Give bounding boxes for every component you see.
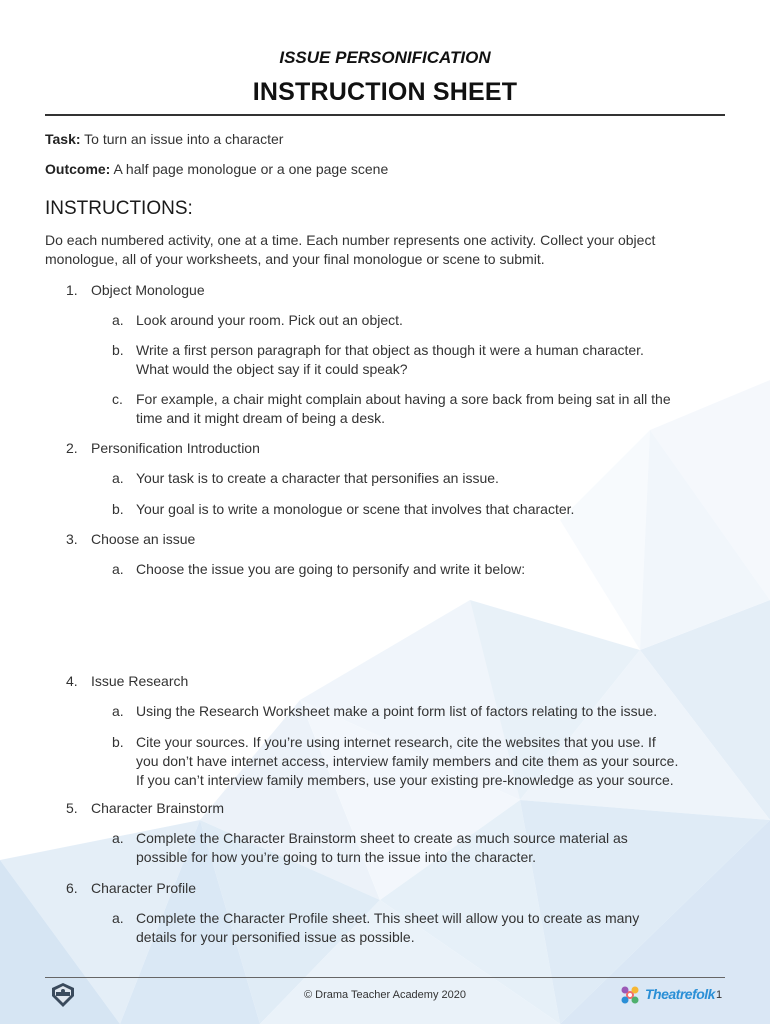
- item-line: Your task is to create a character that personifies an issue.: [136, 470, 499, 486]
- outcome-value: A half page monologue or a one page scene: [110, 161, 389, 177]
- item-marker: a.: [112, 561, 124, 577]
- footer-divider: [45, 977, 725, 978]
- step-title: Character Brainstorm: [91, 800, 225, 816]
- step-title: Personification Introduction: [91, 440, 260, 456]
- item-marker: c.: [112, 391, 123, 407]
- item-marker: a.: [112, 910, 124, 926]
- step-number: 4.: [66, 673, 78, 689]
- step-title: Object Monologue: [91, 282, 205, 298]
- item-text: [136, 909, 726, 947]
- item-text: [136, 560, 726, 579]
- item-text: [136, 702, 726, 721]
- page-number: 1: [716, 989, 723, 1001]
- item-line: Complete the Character Brainstorm sheet to create as much source material as: [136, 830, 628, 846]
- item-marker: a.: [112, 312, 124, 328]
- item-marker: b.: [112, 501, 124, 517]
- item-marker: a.: [112, 830, 124, 846]
- item-line: Write a first person paragraph for that object as though it were a human character.: [136, 342, 644, 358]
- item-line: Using the Research Worksheet make a point form list of factors relating to the issue.: [136, 703, 658, 719]
- item-marker: a.: [112, 470, 124, 486]
- item-line: Complete the Character Profile sheet. This sheet will allow you to create as many: [136, 910, 640, 926]
- document-subtitle: ISSUE PERSONIFICATION: [279, 48, 491, 67]
- item-line: For example, a chair might complain about having a sore back from being sat in all the: [136, 391, 671, 407]
- intro-line: Do each numbered activity, one at a time. Each number represents one activity. Collect your object: [45, 232, 656, 248]
- step-title: Choose an issue: [91, 531, 196, 547]
- step-number: 1.: [66, 282, 78, 298]
- item-line: Cite your sources. If you’re using internet research, cite the websites that you use. If: [136, 734, 656, 750]
- step-title: Character Profile: [91, 880, 197, 896]
- task-label: Task:: [45, 131, 81, 147]
- step-number: 3.: [66, 531, 78, 547]
- step-number: 2.: [66, 440, 78, 456]
- item-line: Look around your room. Pick out an object.: [136, 312, 403, 328]
- item-text: [136, 311, 726, 330]
- task-value: To turn an issue into a character: [80, 131, 284, 147]
- item-line: you don’t have internet access, interview family members and cite them as your source.: [136, 753, 679, 769]
- step-title: Issue Research: [91, 673, 189, 689]
- item-marker: a.: [112, 703, 124, 719]
- item-line: details for your personified issue as possible.: [136, 929, 415, 945]
- footer-brand: Theatrefolk: [645, 986, 715, 1002]
- outcome-label: Outcome:: [45, 161, 111, 177]
- footer-copyright: © Drama Teacher Academy 2020: [304, 989, 466, 1001]
- item-line: If you can’t interview family members, use your existing pre-knowledge as your source.: [136, 772, 674, 788]
- item-line: Your goal is to write a monologue or scene that involves that character.: [136, 501, 575, 517]
- intro-line: monologue, all of your worksheets, and your final monologue or scene to submit.: [45, 251, 545, 267]
- item-text: [136, 500, 726, 519]
- instructions-intro: [45, 231, 725, 269]
- item-text: [136, 390, 726, 428]
- item-text: [136, 469, 726, 488]
- task-line: [45, 131, 283, 147]
- item-text: [136, 341, 726, 379]
- document-title: INSTRUCTION SHEET: [252, 78, 518, 106]
- step-number: 6.: [66, 880, 78, 896]
- item-text: [136, 733, 726, 790]
- step-number: 5.: [66, 800, 78, 816]
- item-line: What would the object say if it could speak?: [136, 361, 408, 377]
- title-divider: [45, 114, 725, 116]
- item-marker: b.: [112, 342, 124, 358]
- item-line: Choose the issue you are going to personify and write it below:: [136, 561, 526, 577]
- item-line: time and it might dream of being a desk.: [136, 410, 386, 426]
- item-marker: b.: [112, 734, 124, 750]
- instructions-heading: INSTRUCTIONS:: [45, 198, 193, 219]
- item-line: possible for how you’re going to turn the issue into the character.: [136, 849, 537, 865]
- outcome-line: [45, 161, 388, 177]
- item-text: [136, 829, 726, 867]
